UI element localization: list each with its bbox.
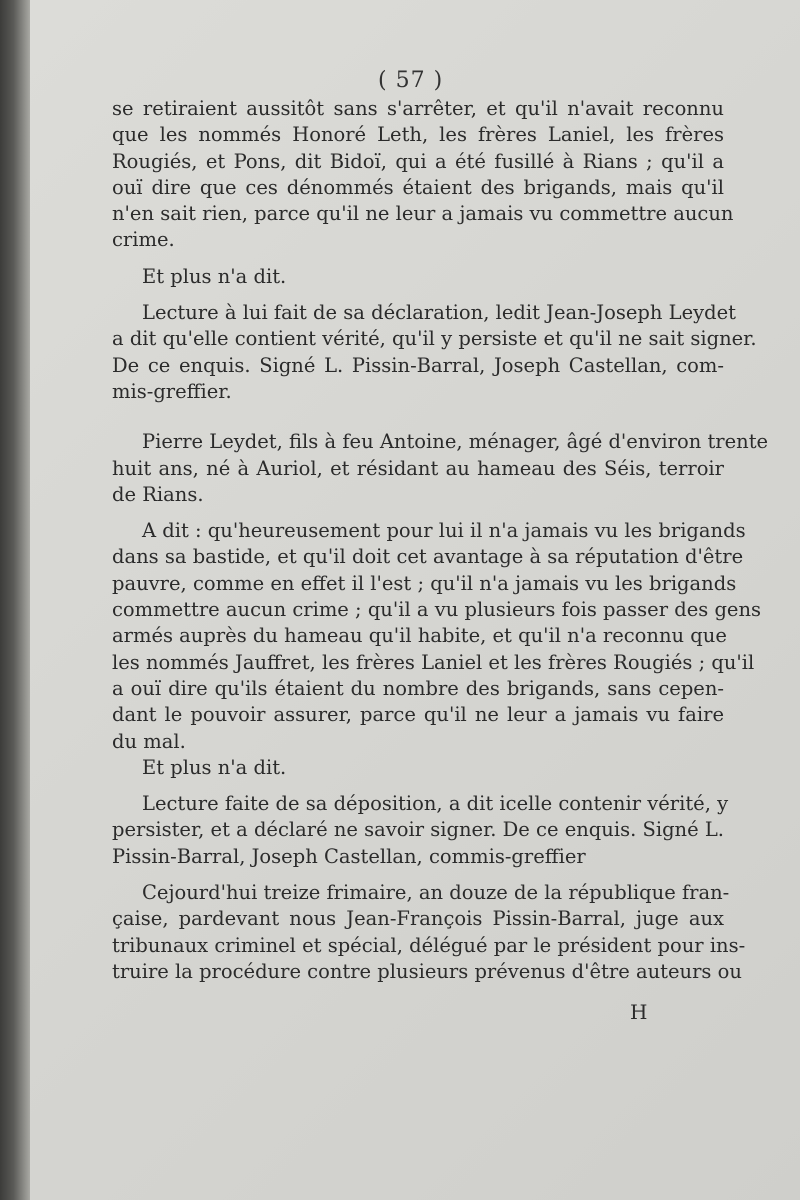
text-line: Et plus n'a dit. <box>142 264 287 288</box>
text-line: truire la procédure contre plusieurs prévenus d'être auteurs ou <box>112 959 742 983</box>
text-line: de Rians. <box>112 482 204 506</box>
text-line: huit ans, né à Auriol, et résidant au hameau des Séis, terroir <box>112 456 724 480</box>
text-line: crime. <box>112 228 175 252</box>
text-line: commettre aucun crime ; qu'il a vu plusieurs fois passer des gens <box>112 598 762 622</box>
text-line: Rougiés, et Pons, dit Bidoï, qui a été fusillé à Rians ; qu'il a <box>112 149 724 173</box>
text-line: se retiraient aussitôt sans s'arrêter, et qu'il n'avait reconnu <box>112 97 724 120</box>
text-line: n'en sait rien, parce qu'il ne leur a jamais vu commettre aucun <box>112 202 734 226</box>
page-body-text <box>112 96 769 985</box>
text-line: du mal. <box>112 729 186 753</box>
text-line: çaise, pardevant nous Jean-François Pissin-Barral, juge aux <box>112 907 724 931</box>
book-page <box>30 0 800 1200</box>
text-line: les nommés Jauffret, les frères Laniel et les frères Rougiés ; qu'il <box>112 650 755 674</box>
text-line: a dit qu'elle contient vérité, qu'il y persiste et qu'il ne sait signer. <box>112 327 757 351</box>
text-line: dant le pouvoir assurer, parce qu'il ne leur a jamais vu faire <box>112 703 724 727</box>
text-line: a ouï dire qu'ils étaient du nombre des brigands, sans cepen- <box>112 676 724 700</box>
text-line: persister, et a déclaré ne savoir signer. De ce enquis. Signé L. <box>112 818 724 842</box>
text-line: Lecture faite de sa déposition, a dit icelle contenir vérité, y <box>142 792 729 816</box>
page-number: ( 57 ) <box>378 68 444 93</box>
text-line: mis-greffier. <box>112 379 232 403</box>
text-line: pauvre, comme en effet il l'est ; qu'il n'a jamais vu les brigands <box>112 571 737 595</box>
text-line: Pierre Leydet, fils à feu Antoine, ménager, âgé d'environ trente <box>142 430 769 454</box>
book-gutter-shadow <box>0 0 30 1200</box>
signature-mark: H <box>630 1000 648 1024</box>
text-line: De ce enquis. Signé L. Pissin-Barral, Joseph Castellan, com- <box>112 353 724 377</box>
text-line: dans sa bastide, et qu'il doit cet avantage à sa réputation d'être <box>112 545 744 569</box>
text-line: Cejourd'hui treize frimaire, an douze de la république fran- <box>142 881 730 905</box>
text-line: Et plus n'a dit. <box>142 755 287 779</box>
text-line: ouï dire que ces dénommés étaient des brigands, mais qu'il <box>112 175 724 199</box>
text-line: que les nommés Honoré Leth, les frères Laniel, les frères <box>112 123 724 147</box>
text-line: A dit : qu'heureusement pour lui il n'a jamais vu les brigands <box>142 519 746 543</box>
text-line: Lecture à lui fait de sa déclaration, ledit Jean-Joseph Leydet <box>142 301 736 325</box>
text-line: tribunaux criminel et spécial, délégué par le président pour ins- <box>112 933 746 957</box>
text-line: Pissin-Barral, Joseph Castellan, commis-greffier <box>112 844 586 868</box>
text-line: armés auprès du hameau qu'il habite, et qu'il n'a reconnu que <box>112 624 727 648</box>
